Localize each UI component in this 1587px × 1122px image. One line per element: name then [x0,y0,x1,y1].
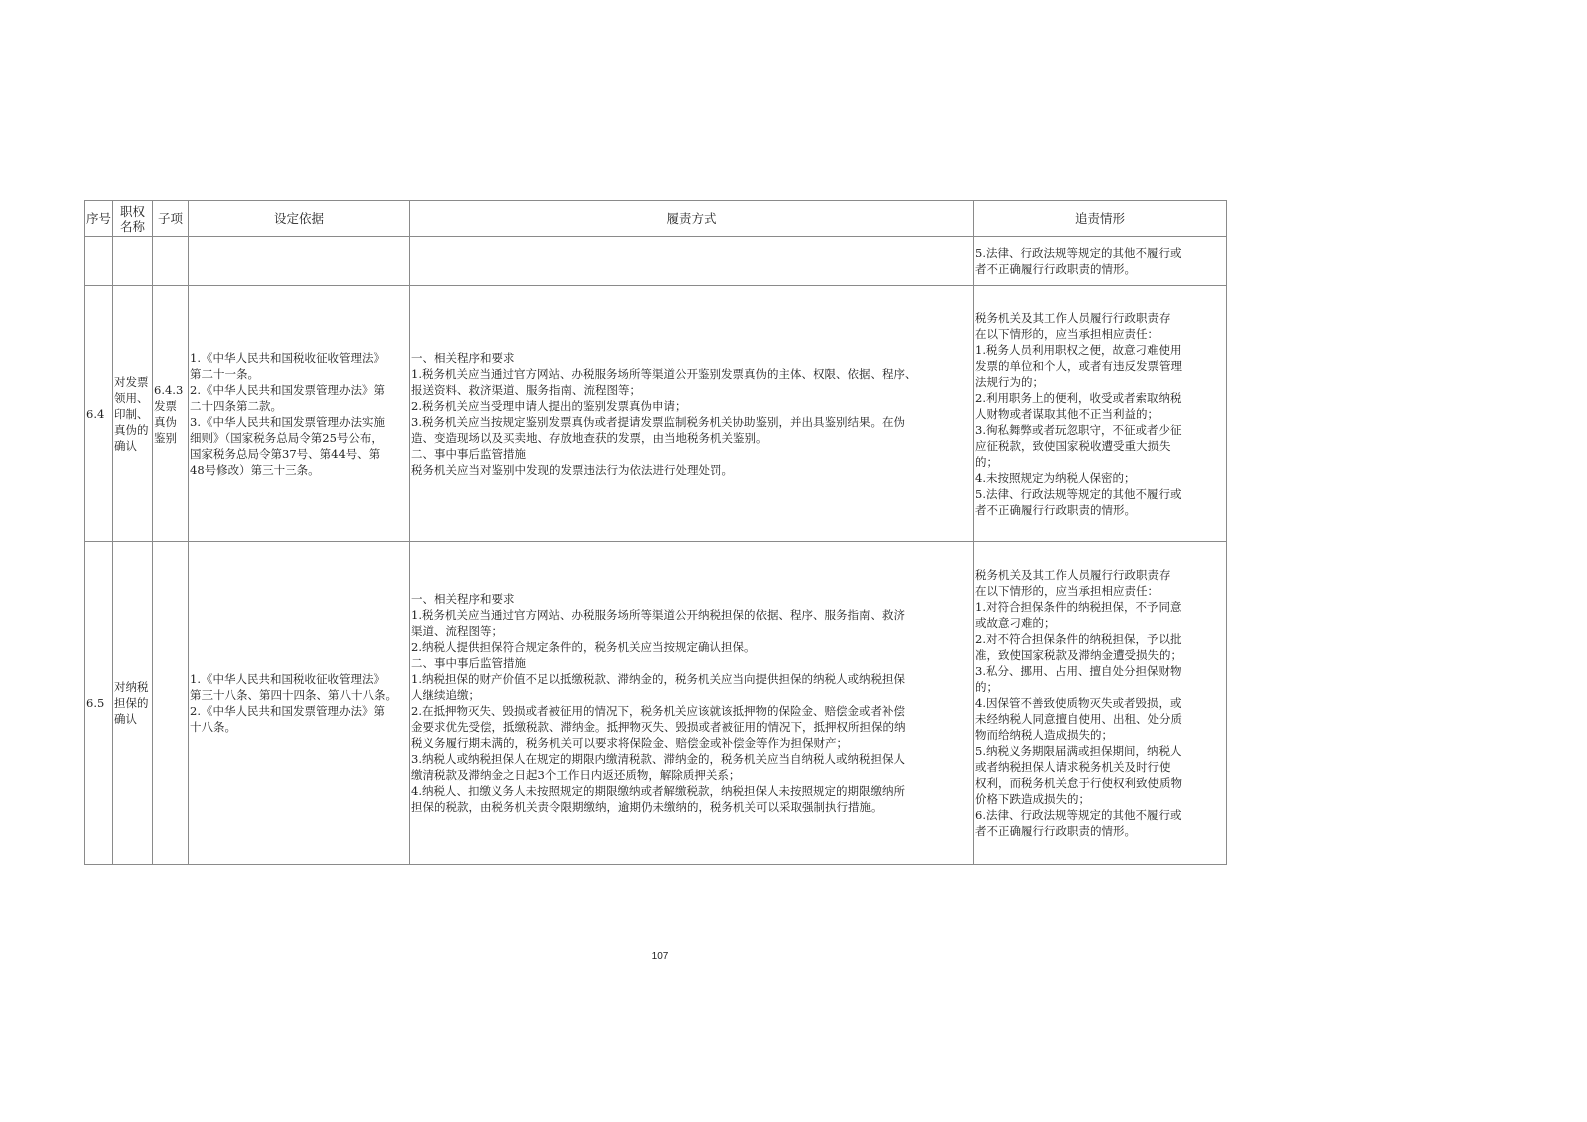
table-row [85,542,1227,865]
cell-line: 二十四条第二款。 [190,398,282,413]
cell-line: 税义务履行期未满的，税务机关可以要求将保险金、赔偿金或补偿金等作为担保财产； [411,736,848,750]
row-seq: 6.5 [85,542,113,865]
row-sub [153,237,189,286]
cell-line: 税务机关及其工作人员履行行政职责存 [975,310,1171,325]
cell-line: 国家税务总局令第37号、第44号、第 [190,446,381,461]
cell-line: 1.《中华人民共和国税收征收管理法》 [190,350,385,365]
cell-line: 者不正确履行行政职责的情形。 [975,502,1136,517]
cell-line: 报送资料、救济渠道、服务指南、流程图等； [411,382,641,397]
row-duty [410,286,974,542]
cell-line: 2.《中华人民共和国发票管理办法》第 [190,704,385,718]
cell-line: 3.税务机关应当按规定鉴别发票真伪或者提请发票监制税务机关协助鉴别，并出具鉴别结果。在伪 [411,414,905,429]
cell-line: 2.税务机关应当受理申请人提出的鉴别发票真伪申请； [411,398,687,413]
cell-line: 2.纳税人提供担保符合规定条件的，税务机关应当按规定确认担保。 [411,640,756,654]
cell-line: 准，致使国家税款及滞纳金遭受损失的； [975,648,1182,662]
cell-line: 6.法律、行政法规等规定的其他不履行或 [975,808,1182,822]
cell-line: 3.《中华人民共和国发票管理办法实施 [190,414,385,429]
cell-line: 5.纳税义务期限届满或担保期间，纳税人 [975,744,1182,758]
cell-line: 细则》（国家税务总局令第25号公布， [190,430,383,445]
header-sub: 子项 [153,201,189,237]
row-name [113,237,153,286]
row-name: 对纳税担保的确认 [113,542,153,865]
header-name: 职权名称 [113,201,153,237]
cell-line: 十八条。 [190,720,236,734]
row-liability [974,286,1227,542]
row-seq [85,237,113,286]
cell-line: 48号修改）第三十三条。 [190,462,320,477]
row-duty [410,542,974,865]
cell-line: 在以下情形的，应当承担相应责任： [975,326,1159,341]
cell-line: 价格下跌造成损失的； [975,792,1090,806]
cell-line: 二、事中事后监管措施 [411,446,526,461]
table-header-row [85,201,1227,237]
cell-line: 造、变造现场以及买卖地、存放地查获的发票，由当地税务机关鉴别。 [411,430,768,445]
row-sub [153,542,189,865]
cell-line: 一、相关程序和要求 [411,592,515,606]
cell-line: 或者纳税担保人请求税务机关及时行使 [975,760,1171,774]
header-duty: 履责方式 [410,201,974,237]
cell-line: 权利，而税务机关怠于行使权利致使质物 [975,776,1182,790]
cell-line: 1.对符合担保条件的纳税担保，不予同意 [975,600,1182,614]
cell-line: 的； [975,454,998,469]
cell-line: 税务机关应当对鉴别中发现的发票违法行为依法进行处理处罚。 [411,462,733,477]
cell-line: 5.法律、行政法规等规定的其他不履行或 [975,486,1182,501]
cell-line: 缴清税款及滞纳金之日起3个工作日内返还质物，解除质押关系； [411,768,741,782]
cell-line: 或故意刁难的； [975,616,1056,630]
header-seq: 序号 [85,201,113,237]
duty-table [84,200,1227,865]
cell-line: 1.税务人员利用职权之便，故意刁难使用 [975,342,1182,357]
cell-line: 1.纳税担保的财产价值不足以抵缴税款、滞纳金的，税务机关应当向提供担保的纳税人或纳税担保 [411,672,905,686]
cell-line: 3.私分、挪用、占用、擅自处分担保财物 [975,664,1182,678]
cell-line: 2.《中华人民共和国发票管理办法》第 [190,382,385,397]
row-name: 对发票领用、印制、真伪的确认 [113,286,153,542]
row-liability [974,237,1227,286]
row-basis [189,542,410,865]
cell-line: 3.纳税人或纳税担保人在规定的期限内缴清税款、滞纳金的，税务机关应当自纳税人或纳税担保人 [411,752,905,766]
row-basis [189,286,410,542]
header-liability: 追责情形 [974,201,1227,237]
cell-line: 4.因保管不善致使质物灭失或者毁损，或 [975,696,1182,710]
cell-line: 税务机关及其工作人员履行行政职责存 [975,568,1171,582]
page-number: 107 [651,951,669,962]
cell-line: 法规行为的； [975,374,1044,389]
cell-line: 4.纳税人、扣缴义务人未按照规定的期限缴纳或者解缴税款，纳税担保人未按照规定的期限缴纳所 [411,784,905,798]
cell-line: 一、相关程序和要求 [411,350,515,365]
cell-line: 渠道、流程图等； [411,624,503,638]
cell-line: 者不正确履行行政职责的情形。 [975,824,1136,838]
cell-line: 第三十八条、第四十四条、第八十八条。 [190,688,397,702]
cell-line: 者不正确履行行政职责的情形。 [975,262,1136,276]
table-row [85,286,1227,542]
cell-line: 1.税务机关应当通过官方网站、办税服务场所等渠道公开纳税担保的依据、程序、服务指南、救济 [411,608,905,622]
cell-line: 3.徇私舞弊或者玩忽职守，不征或者少征 [975,422,1182,437]
cell-line: 人财物或者谋取其他不正当利益的； [975,406,1159,421]
cell-line: 1.税务机关应当通过官方网站、办税服务场所等渠道公开鉴别发票真伪的主体、权限、依据、程序、 [411,366,917,381]
cell-line: 应征税款，致使国家税收遭受重大损失 [975,438,1171,453]
row-duty [410,237,974,286]
cell-line: 2.利用职务上的便利，收受或者索取纳税 [975,390,1182,405]
cell-line: 担保的税款，由税务机关责令限期缴纳，逾期仍未缴纳的，税务机关可以采取强制执行措施。 [411,800,883,814]
table-row [85,237,1227,286]
row-liability [974,542,1227,865]
cell-line: 金要求优先受偿，抵缴税款、滞纳金。抵押物灭失、毁损或者被征用的情况下，抵押权所担保的纳 [411,720,906,734]
header-basis: 设定依据 [189,201,410,237]
cell-line: 物而给纳税人造成损失的； [975,728,1113,742]
cell-line: 1.《中华人民共和国税收征收管理法》 [190,672,385,686]
row-basis [189,237,410,286]
row-seq: 6.4 [85,286,113,542]
cell-line: 未经纳税人同意擅自使用、出租、处分质 [975,712,1182,726]
cell-line: 第二十一条。 [190,366,259,381]
cell-line: 二、事中事后监管措施 [411,656,526,670]
cell-line: 发票的单位和个人，或者有违反发票管理 [975,358,1182,373]
cell-line: 5.法律、行政法规等规定的其他不履行或 [975,246,1182,260]
cell-line: 人继续追缴； [411,688,480,702]
cell-line: 的； [975,680,998,694]
cell-line: 2.在抵押物灭失、毁损或者被征用的情况下，税务机关应该就该抵押物的保险金、赔偿金或者补偿 [411,704,905,718]
cell-line: 2.对不符合担保条件的纳税担保，予以批 [975,632,1182,646]
cell-line: 在以下情形的，应当承担相应责任： [975,584,1159,598]
cell-line: 4.未按照规定为纳税人保密的； [975,470,1136,485]
row-sub: 6.4.3发票真伪鉴别 [153,286,189,542]
